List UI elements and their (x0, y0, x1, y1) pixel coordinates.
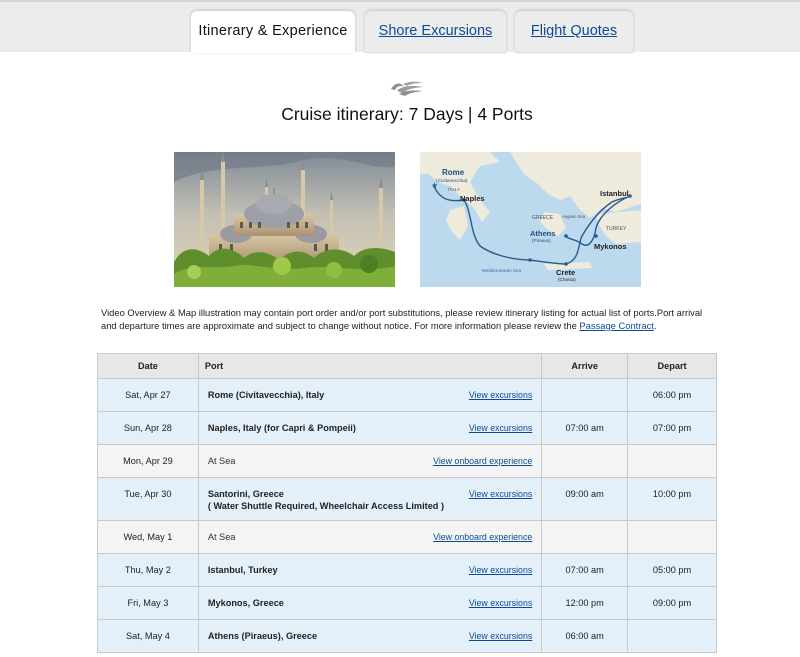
row-arrive: 12:00 pm (542, 587, 628, 620)
row-arrive (542, 445, 628, 478)
row-port (198, 521, 541, 554)
row-depart (628, 620, 717, 653)
route-map (420, 152, 641, 287)
top-strip (0, 0, 800, 2)
table-row (98, 445, 717, 478)
row-arrive: 06:00 am (542, 620, 628, 653)
map-label-crete: Crete (556, 268, 576, 277)
row-date: Sat, May 4 (98, 620, 199, 653)
port-name: Mykonos, Greece (207, 598, 284, 608)
disclaimer-body: Video Overview & Map illustration may contain port order and/or port substitutions, please review itinerary listing for actual list of ports.Port arrival and departure times are approximate and subject to change without notice. For more information please review the (101, 307, 703, 331)
row-arrive: 07:00 am (542, 554, 628, 587)
row-port (198, 379, 541, 412)
row-depart: 05:00 pm (628, 554, 717, 587)
row-date: Mon, Apr 29 (98, 445, 199, 478)
row-arrive (542, 379, 628, 412)
table-row (98, 521, 717, 554)
row-arrive: 09:00 am (542, 478, 628, 521)
row-depart: 07:00 pm (628, 412, 717, 445)
map-label-athens: Athens (530, 229, 556, 238)
row-depart (628, 521, 717, 554)
view-onboard-experience-link[interactable]: View onboard experience (433, 456, 533, 466)
map-label-rome: Rome (442, 168, 465, 177)
table-row (98, 554, 717, 587)
table-row (98, 478, 717, 521)
row-depart (628, 445, 717, 478)
disclaimer-text (101, 306, 711, 332)
table-header-row (98, 354, 717, 379)
header-depart: Depart (628, 354, 717, 379)
port-name: Athens (Piraeus), Greece (207, 631, 318, 641)
port-name: Rome (Civitavecchia), Italy (207, 390, 325, 400)
row-port (198, 620, 541, 653)
map-label-turkey: TURKEY (606, 226, 627, 232)
row-date: Tue, Apr 30 (98, 478, 199, 521)
view-onboard-experience-link[interactable]: View onboard experience (433, 532, 533, 542)
page-title: Cruise itinerary: 7 Days | 4 Ports (281, 104, 533, 124)
port-name: Naples, Italy (for Capri & Pompeii) (207, 423, 356, 433)
row-depart: 10:00 pm (628, 478, 717, 521)
row-depart: 06:00 pm (628, 379, 717, 412)
row-port (198, 445, 541, 478)
tab-itinerary-experience[interactable]: Itinerary & Experience (191, 11, 355, 53)
row-port (198, 478, 541, 521)
map-label-rome-sub: (Civitavecchia) (436, 179, 468, 184)
view-excursions-link[interactable]: View excursions (468, 631, 533, 641)
view-excursions-link[interactable]: View excursions (468, 390, 533, 400)
row-arrive: 07:00 am (542, 412, 628, 445)
header-date: Date (98, 354, 199, 379)
map-label-med: Mediterranean Sea (482, 268, 522, 273)
map-label-naples: Naples (460, 194, 485, 203)
row-date: Sun, Apr 28 (98, 412, 199, 445)
table-row (98, 412, 717, 445)
row-date: Sat, Apr 27 (98, 379, 199, 412)
map-label-istanbul: Istanbul (600, 189, 629, 198)
map-label-mykonos: Mykonos (594, 242, 627, 251)
tab-flight-quotes[interactable]: Flight Quotes (515, 11, 633, 53)
row-port (198, 587, 541, 620)
map-label-crete-sub: (Chania) (558, 277, 576, 282)
view-excursions-link[interactable]: View excursions (468, 489, 533, 499)
row-date: Fri, May 3 (98, 587, 199, 620)
port-note: ( Water Shuttle Required, Wheelchair Access Limited ) (207, 501, 445, 511)
route-map-icon (420, 152, 641, 287)
tab-shore-excursions[interactable]: Shore Excursions (365, 11, 506, 53)
row-port (198, 412, 541, 445)
tab-bar (0, 0, 800, 52)
port-name: At Sea (207, 456, 236, 466)
destination-photo (174, 152, 395, 287)
passage-contract-link[interactable]: Passage Contract (579, 320, 654, 331)
row-date: Thu, May 2 (98, 554, 199, 587)
table-row (98, 379, 717, 412)
table-row (98, 587, 717, 620)
port-name: At Sea (207, 532, 236, 542)
port-name: Santorini, Greece (207, 489, 284, 499)
map-label-athens-sub: (Piraeus) (532, 238, 551, 243)
port-name: Istanbul, Turkey (207, 565, 278, 575)
svg-text:★: ★ (431, 181, 439, 190)
row-port (198, 554, 541, 587)
row-arrive (542, 521, 628, 554)
view-excursions-link[interactable]: View excursions (468, 423, 533, 433)
header-arrive: Arrive (542, 354, 628, 379)
table-row (98, 620, 717, 653)
disclaimer-end: . (653, 320, 657, 331)
view-excursions-link[interactable]: View excursions (468, 565, 533, 575)
mosque-photo-icon (174, 152, 395, 287)
map-label-greece: GREECE (532, 215, 554, 221)
map-label-aegean: Aegean Sea (562, 214, 586, 219)
itinerary-table (97, 353, 717, 653)
map-label-italy: ITALY (448, 187, 461, 192)
view-excursions-link[interactable]: View excursions (468, 598, 533, 608)
row-date: Wed, May 1 (98, 521, 199, 554)
cruise-wave-logo-icon (389, 80, 425, 98)
row-depart: 09:00 pm (628, 587, 717, 620)
header-port: Port (198, 354, 541, 379)
